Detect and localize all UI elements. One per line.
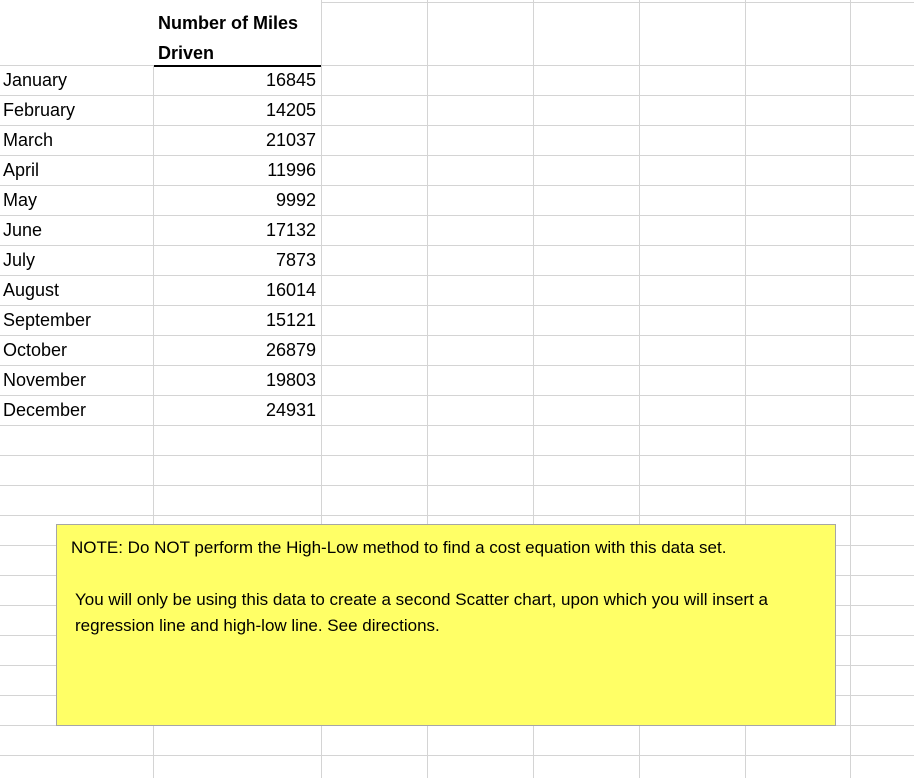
miles-cell-december[interactable]: 24931: [265, 400, 316, 420]
month-cell-january[interactable]: January: [3, 70, 68, 90]
miles-cell-january[interactable]: 16845: [265, 70, 316, 90]
grid-row-line: [0, 395, 914, 396]
month-cell-june[interactable]: June: [3, 220, 43, 240]
month-cell-april[interactable]: April: [3, 160, 40, 180]
month-cell-march[interactable]: March: [3, 130, 54, 150]
month-cell-august[interactable]: August: [3, 280, 60, 300]
miles-cell-may[interactable]: 9992: [275, 190, 316, 210]
month-cell-december[interactable]: December: [3, 400, 87, 420]
grid-row-line: [0, 245, 914, 246]
grid-row-line: [0, 305, 914, 306]
grid-row-line: [0, 485, 914, 486]
miles-cell-april[interactable]: 11996: [267, 160, 316, 180]
grid-row-line: [0, 335, 914, 336]
miles-column-header-cell[interactable]: [154, 2, 321, 65]
miles-cell-february[interactable]: 14205: [265, 100, 316, 120]
grid-column-line: [850, 0, 851, 778]
grid-row-line: [0, 95, 914, 96]
grid-row-line: [0, 185, 914, 186]
grid-row-line: [0, 125, 914, 126]
month-cell-november[interactable]: November: [3, 370, 87, 390]
month-cell-october[interactable]: October: [3, 340, 68, 360]
month-cell-september[interactable]: September: [3, 310, 92, 330]
grid-row-line: [0, 455, 914, 456]
miles-cell-june[interactable]: 17132: [265, 220, 316, 240]
grid-row-line: [0, 425, 914, 426]
month-cell-july[interactable]: July: [3, 250, 36, 270]
miles-column-header: [158, 8, 320, 68]
note-paragraph-1: NOTE: Do NOT perform the High-Low method to find a cost equation with this data set.: [71, 538, 727, 557]
miles-cell-september[interactable]: 15121: [265, 310, 316, 330]
note-paragraph-2: You will only be using this data to create a second Scatter chart, upon which you will insert a regression line and high-low line. See directions.: [75, 590, 768, 635]
miles-cell-october[interactable]: 26879: [265, 340, 316, 360]
header-line-2: Driven: [158, 43, 215, 63]
note-text-box[interactable]: [56, 524, 836, 726]
grid-row-line: [0, 275, 914, 276]
grid-row-line: [0, 365, 914, 366]
miles-cell-july[interactable]: 7873: [275, 250, 316, 270]
miles-cell-august[interactable]: 16014: [265, 280, 316, 300]
grid-row-line: [0, 65, 914, 66]
miles-cell-march[interactable]: 21037: [265, 130, 316, 150]
grid-row-line: [0, 755, 914, 756]
grid-row-line: [0, 155, 914, 156]
grid-row-line: [0, 215, 914, 216]
grid-row-line: [0, 515, 914, 516]
header-blank-cell[interactable]: [0, 0, 154, 65]
month-cell-february[interactable]: February: [3, 100, 76, 120]
miles-cell-november[interactable]: 19803: [265, 370, 316, 390]
header-line-1: Number of Miles: [158, 13, 299, 33]
month-cell-may[interactable]: May: [3, 190, 38, 210]
